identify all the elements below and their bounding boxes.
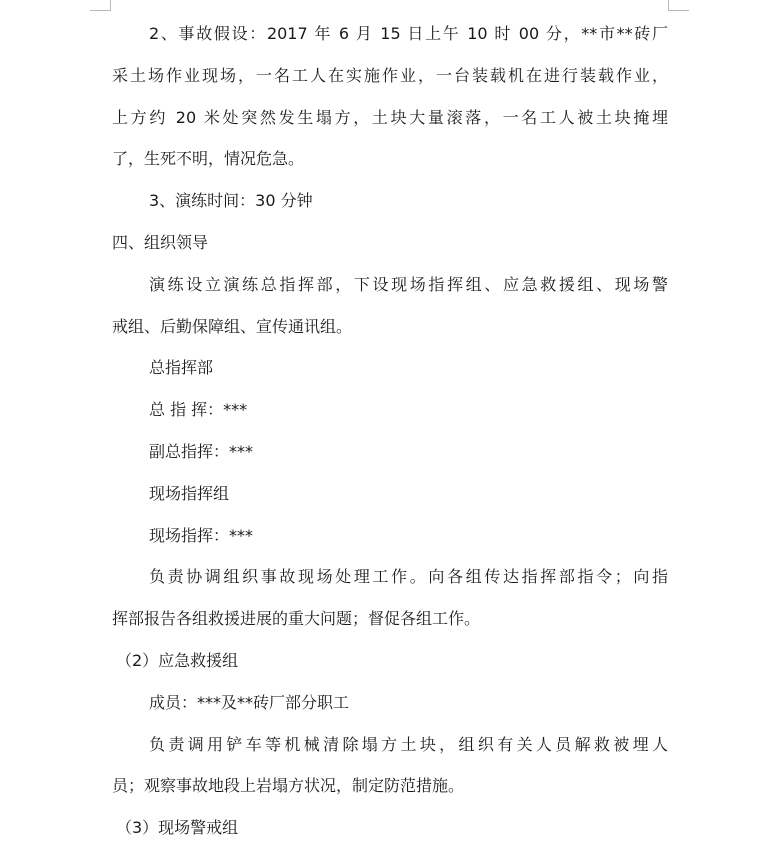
document-body [112,13,668,849]
paragraph-line: 负责调用铲车等机械清除塌方土块，组织有关人员解救被埋人 [149,734,668,754]
paragraph-line: 戒组、后勤保障组、宣传通讯组。 [112,316,353,336]
roster-line: 副总指挥：*** [149,441,254,461]
paragraph-line: 了，生死不明，情况危急。 [112,149,305,169]
paragraph-line: 挥部报告各组救援进展的重大问题；督促各组工作。 [112,609,481,629]
paragraph-line: 员；观察事故地段上岩塌方状况，制定防范措施。 [112,776,465,796]
paragraph-line: 采土场作业现场，一名工人在实施作业，一台装载机在进行装载作业， [112,65,668,85]
roster-line: 成员：***及**砖厂部分职工 [149,692,350,712]
roster-line: 总 指 挥：*** [149,400,248,420]
paragraph-line: 2、事故假设：2017 年 6 月 15 日上午 10 时 00 分，**市**砖厂 [149,24,668,43]
page-corner-mark-left [90,0,111,11]
subsection-heading: （2）应急救援组 [116,650,239,670]
paragraph-line: 演练设立演练总指挥部，下设现场指挥组、应急救援组、现场警 [149,274,668,294]
subsection-heading: （3）现场警戒组 [116,818,239,838]
subsection-heading: 现场指挥组 [149,483,230,503]
paragraph-line: 负责协调组织事故现场处理工作。向各组传达指挥部指令；向指 [149,567,668,587]
paragraph-line: 3、演练时间：30 分钟 [149,191,313,211]
paragraph-line: 上方约 20 米处突然发生塌方，土块大量滚落，一名工人被土块掩埋 [112,107,668,127]
section-heading: 四、组织领导 [112,232,209,252]
subsection-heading: 总指挥部 [149,358,214,378]
roster-line: 现场指挥：*** [149,525,254,545]
page-corner-mark-right [668,0,689,11]
